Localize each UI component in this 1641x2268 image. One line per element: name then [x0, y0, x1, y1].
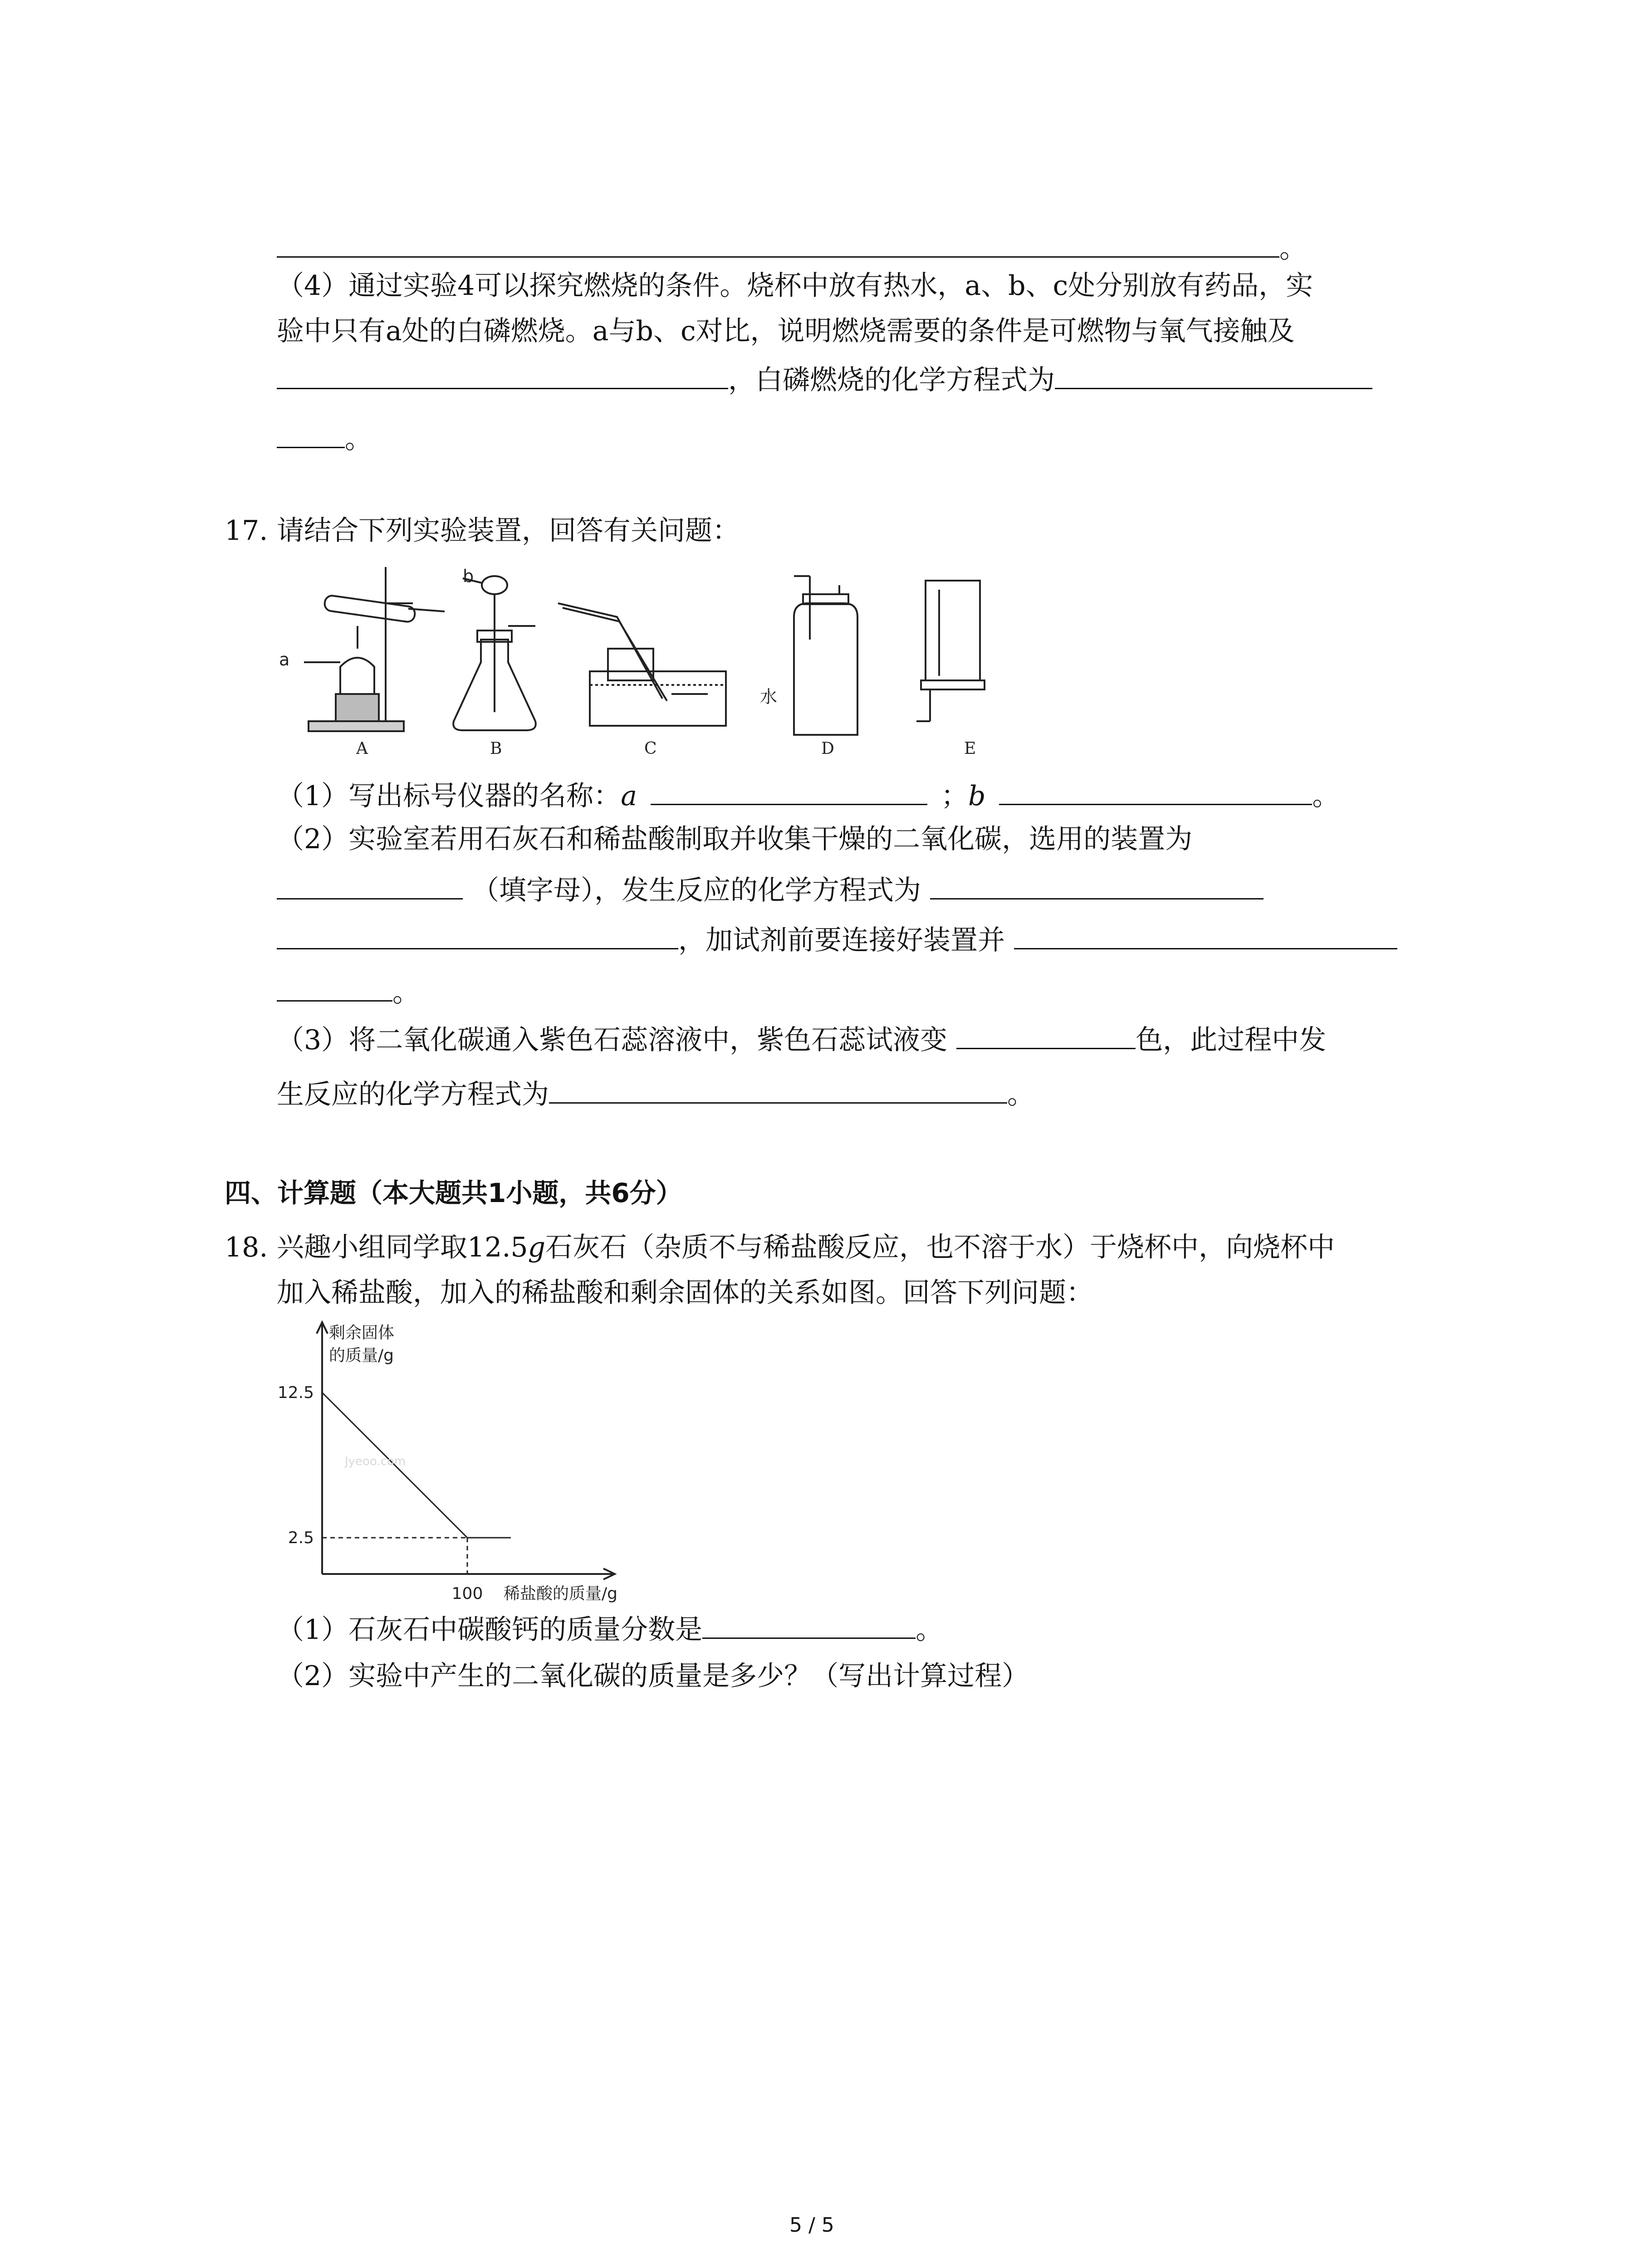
q16-4-line4 — [277, 420, 372, 457]
q17-3-line2-text: 生反应的化学方程式为 — [277, 1079, 549, 1110]
q17-2-line2 — [277, 871, 1264, 909]
apparatus-b-icon — [453, 576, 536, 730]
answer-blank-check[interactable] — [1014, 921, 1397, 949]
caption-c: C — [644, 739, 657, 758]
period: 。 — [345, 423, 372, 455]
period: 。 — [1312, 780, 1340, 812]
q17-2-line4 — [277, 973, 420, 1011]
q18-number: 18. — [225, 1232, 268, 1263]
answer-blank-condition[interactable] — [277, 361, 728, 389]
answer-blank-equation[interactable] — [549, 1075, 1007, 1104]
section-title: 四、计算题（本大题共1小题，共6分） — [225, 1178, 682, 1208]
q17-stem: 请结合下列实验装置，回答有关问题： — [277, 515, 740, 547]
q17-3-line1 — [277, 1021, 1326, 1058]
period: 。 — [1279, 233, 1307, 264]
q17-number: 17. — [225, 515, 268, 547]
q18-line1 — [277, 1229, 1335, 1266]
caption-a: A — [356, 739, 368, 758]
q16-prev-answer-line — [277, 229, 1307, 267]
answer-blank-b[interactable] — [999, 777, 1312, 805]
y-axis-label-unit: 的质量/g — [329, 1346, 394, 1365]
q16-4-line1: （4）通过实验4可以探究燃烧的条件。烧杯中放有热水，a、b、c处分别放有药品，实 — [277, 270, 1313, 302]
q17-3-line2 — [277, 1075, 1034, 1113]
page-number: 5 / 5 — [789, 2214, 834, 2237]
q17-3-text: （3）将二氧化碳通入紫色石蕊溶液中，紫色石蕊试液变 — [277, 1024, 948, 1056]
q17-3-text-b: 色，此过程中发 — [1136, 1024, 1327, 1056]
answer-blank-apparatus[interactable] — [277, 871, 463, 899]
answer-blank-equation-cont[interactable] — [277, 420, 345, 448]
apparatus-e-icon — [916, 581, 985, 721]
q17-1 — [277, 777, 1339, 814]
q18-text-a: 兴趣小组同学取12.5 — [277, 1232, 528, 1263]
q18-2: （2）实验中产生的二氧化碳的质量是多少？（写出计算过程） — [277, 1660, 1029, 1692]
period: 。 — [1007, 1079, 1034, 1110]
answer-blank-a[interactable] — [651, 777, 927, 805]
separator: ； — [941, 780, 968, 812]
apparatus-figure — [272, 558, 1043, 771]
caption-e: E — [964, 739, 976, 758]
watermark: Jyeoo.com — [345, 1455, 406, 1468]
label-b: b — [463, 566, 474, 586]
answer-blank-color[interactable] — [956, 1021, 1136, 1049]
var-b: b — [968, 780, 986, 812]
q16-4-line3 — [277, 361, 1372, 398]
label-water: 水 — [760, 687, 778, 707]
x-axis-label: 稀盐酸的质量/g — [504, 1584, 617, 1603]
q18-1 — [277, 1610, 943, 1648]
q18-text-b: 石灰石（杂质不与稀盐酸反应，也不溶于水）于烧杯中，向烧杯中 — [545, 1232, 1335, 1263]
q17-1-text: （1）写出标号仪器的名称： — [277, 780, 621, 812]
answer-blank-check-cont[interactable] — [277, 973, 392, 1002]
q16-4-line2: 验中只有a处的白磷燃烧。a与b、c对比，说明燃烧需要的条件是可燃物与氧气接触及 — [277, 315, 1295, 347]
q17-2-line1: （2）实验室若用石灰石和稀盐酸制取并收集干燥的二氧化碳，选用的装置为 — [277, 823, 1193, 855]
unit-g: g — [528, 1232, 546, 1263]
q18-1-text: （1）石灰石中碳酸钙的质量分数是 — [277, 1614, 703, 1646]
q16-4-line3-text: ，白磷燃烧的化学方程式为 — [728, 364, 1055, 396]
apparatus-a-icon — [304, 567, 445, 731]
x-tick-label: 100 — [451, 1584, 483, 1603]
apparatus-d-icon — [794, 576, 857, 735]
period: 。 — [392, 977, 420, 1008]
q18-line2: 加入稀盐酸，加入的稀盐酸和剩余固体的关系如图。回答下列问题： — [277, 1277, 1093, 1309]
answer-blank-percentage[interactable] — [702, 1610, 916, 1639]
answer-blank-equation-cont[interactable] — [277, 921, 678, 949]
period: 。 — [916, 1614, 943, 1646]
q17-2-line2-text: （填字母），发生反应的化学方程式为 — [472, 875, 921, 906]
caption-b: B — [490, 739, 502, 758]
mass-chart — [272, 1315, 681, 1606]
apparatus-c-icon — [558, 603, 726, 726]
y-tick-label: 12.5 — [277, 1383, 314, 1402]
y-tick-label: 2.5 — [288, 1529, 314, 1547]
caption-d: D — [821, 739, 834, 758]
q17-2-line3-text: ，加试剂前要连接好装置并 — [678, 924, 1005, 956]
var-a: a — [621, 780, 637, 812]
answer-blank-equation[interactable] — [930, 871, 1264, 899]
q17-2-line3 — [277, 921, 1397, 958]
answer-blank[interactable] — [277, 229, 1279, 258]
y-axis-label: 剩余固体 — [329, 1324, 395, 1342]
answer-blank-equation[interactable] — [1055, 361, 1372, 389]
label-a: a — [279, 650, 290, 670]
